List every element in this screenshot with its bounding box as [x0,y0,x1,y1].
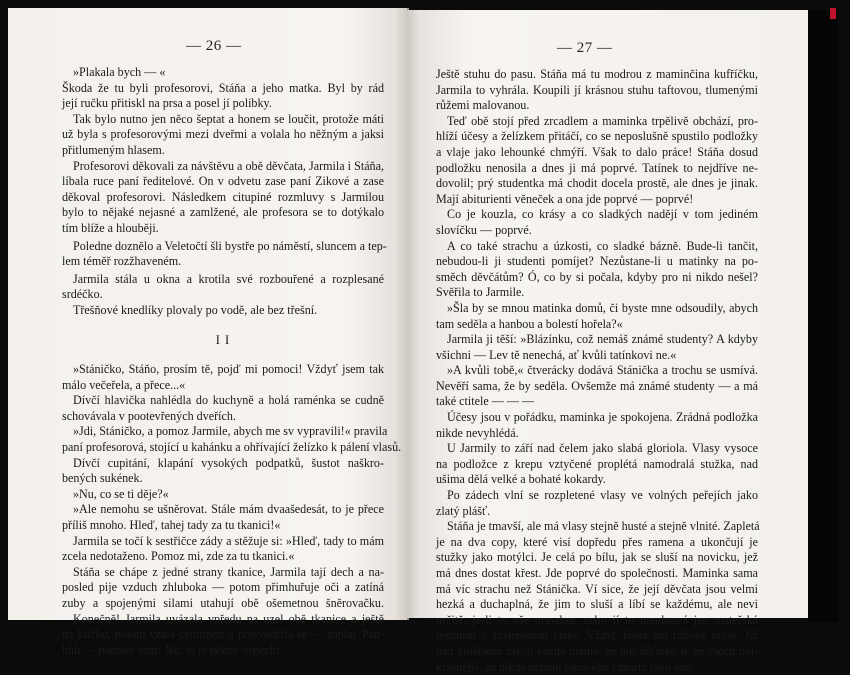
text-line: tím blíže a hlouběji. [62,220,159,235]
text-line: bených sukének. [62,471,143,486]
text-line: má víc strachu než Stánička. Ví sice, že její děvčata jsou velmi [436,581,758,596]
text-line: a vlaje jako lehounké chmýří. Však to dalo práce! Stáňa dosud [436,144,758,159]
text-line: bylo to nějaké nejasné a zamlžené, ale profesora se to dotýkalo [62,205,384,220]
text-line: příliš mnoho. Hleď, tahej tady za tu tkanici!« [62,518,281,533]
text-line: nebudou-li ji studenti pomíjet? Nezůstane-li u matinky na po- [436,254,758,269]
text-line: Účesy jsou v pořádku, maminka je spokojena. Zrádná podložka [447,410,758,425]
text-line: »Nu, co se ti děje?« [73,486,169,501]
text-line: nad kolébkou myslí každá máma, že její děťátko je ze všech nej- [436,643,758,658]
bookmark-ribbon [830,8,836,19]
text-line: dovolil; prý studentka má chodit docela prostě, ale dnes je jinak. [436,176,758,191]
page-text [436,67,758,675]
text-line: má dnes dostat křest. Jde poprvé do společnosti. Maminka sama [436,566,758,580]
page-text [62,65,402,658]
text-line: Dívčí cupitání, klapání vysokých podpatků, šustot naškro- [73,455,384,470]
text-line: Jarmila se točí k sestřičce zády a stěžuje si: »Hleď, tady to mám [73,533,384,548]
text-line: U Jarmily to září nad čelem jako slabá gloriola. Vlasy vysoce [447,441,758,456]
text-line: na podložce z krepu vztyčené proplétá namodralá stužka, nad [436,456,758,471]
text-line: A co také strachu a úzkosti, co sladké bázně. Bude-li tančit, [447,238,758,253]
text-line: nikde nevyhlédá. [436,425,519,440]
text-block [62,65,387,319]
text-line: Stáňa je tmavší, ale má vlasy stejně husté a stejně vlnité. Zapletá [447,519,760,534]
right-page [407,10,808,674]
text-line: Svěřila to Jarmile. [436,285,525,300]
text-line: Škoda že tu byli profesorovi, Stáňa a jeho matka. Byl by rád [62,80,384,95]
text-line: zcela nedotaženo. Pomoz mi, zde za tu tkanici.« [62,549,295,564]
text-line: zlatý plášť. [436,503,491,518]
text-line: stužky jako motýlci. Je celá po bílu, jak se sluší na novicku, jež [436,550,758,565]
text-line: Ještě stuhu do pasu. Stáňa má tu modrou z maminčina kufříčku, [436,67,758,81]
text-line: lem téměř rozžhaveném. [62,254,182,269]
text-line: všichni — Lev tě nenechá, ať kvůli tatínkovi ne.« [436,347,677,362]
text-line: »Stáničko, Stáňo, prosím tě, pojď mi pomoci! Vždyť jsem tak [73,362,384,377]
text-line: Jarmila stála u okna a krotila své rozbouřené a rozplesané [73,271,384,286]
text-line: Co je kouzla, co krásy a co sladkých nadějí v tom jediném [447,207,758,222]
text-line: posled pije vzduch zhluboka — potom přimhuřuje oči a zatíná [62,580,384,595]
text-line: ješitnost a zaslepenost lásky. Vždyť láska má růžové brýle. Již [436,628,758,643]
text-line: směch děvčátům? Ó, co by si počala, kdyby pro ni nikdo nešel? [436,269,758,284]
text-line: Jarmila ji těší: »Blázínku, což nemáš známé studenty? A kdyby [447,332,758,347]
text-line: schovávala v pootevřených dveřích. [62,408,236,423]
text-line: srdéčko. [62,287,103,302]
text-line: na kličku, potom vzala centimetr a přesvědčila se — zaplať Pán- [62,627,384,642]
text-line: tam seděla a hanbou a bolestí hořela?« [436,316,623,331]
text-line: bůh — padesát osm! Nu, to je pěkný úspěch! [62,642,280,657]
text-line: Nevěří sama, že by seděla. Ovšemže má známé studenty — a má [436,378,758,393]
text-line: ušima dělá velké a bohaté kokardy. [436,472,606,487]
text-line: hezká a duchaplná, že jim to sluší a líbí se každému, ale nevi [436,597,758,612]
text-line: paní profesorová, stojící u kahánku a ohřívající želízko k pálení vlasů. [62,440,402,455]
text-line: hlíží účesy a želízkem přitáčí, co se neposlušně spustilo podložky [436,129,758,144]
text-line: Mají abiturienti věneček a ona jde poprvé — poprvé! [436,191,694,206]
text-line: Teď obě stojí před zrcadlem a maminka trpělivě obchází, pro- [447,113,758,128]
text-line: už byla s profesorovými mezi dveřmi a volala ho něžným a jaksi [62,127,384,142]
text-line: »Šla by se mnou matinka domů, či byste mne odsoudily, abych [447,300,758,315]
page-number: — 27 — [557,40,613,56]
text-line: líbala ruce paní ředitelové. On v odvetu zase paní Zikové a zase [62,174,384,189]
text-line: Po zádech vlní se rozpletené vlasy ve volných peřejích jako [447,488,758,503]
text-line: Stáňa se chápe z jedné strany tkanice, Jarmila tají dech a na- [73,564,384,579]
text-line: podložku nenosila a dnes ji má poprvé. Tatínek to nejdříve ne- [436,160,758,175]
text-line: krásnější, že nikde nemají takového caparta jako ona. [436,659,695,674]
section-heading: I I [215,332,231,347]
text-line: slovíčku — poprvé. [436,222,532,237]
text-line: Konečně! Jarmila uvázala vpředu na uzel obě tkanice a ještě [73,611,384,626]
text-line: Poledne doznělo a Veletočtí šli bystře po náměstí, sluncem a tep- [73,238,387,253]
text-line: »Jdi, Stáničko, a pomoz Jarmile, abych me sv vypravili!« pravila [73,424,388,439]
text-line: Jarmila to vyhrála. Koupili jí krásnou stuhu taftovou, tlumenými [436,82,758,97]
text-line: »A kvůli tobě,« čtverácky dodává Stánička a trochu se usmívá. [447,363,758,378]
text-line: její ručku přitiskl na prsa a posel jí polibky. [62,96,272,111]
text-line: růžemi malovanou. [436,98,530,113]
text-line: děkoval profesorovi. Následkem citupiné rozmluvy s Jarmilou [62,189,384,204]
text-line: Tak bylo nutno jen něco šeptat a honem se loučit, protože máti [73,111,384,126]
text-line: Profesorovi děkovali za návštěvu a obě děvčata, Jarmila i Stáňa, [73,158,384,173]
text-line: Dívčí hlavička nahlédla do kuchyně a holá raménka se cudně [73,393,384,408]
text-line: »Plakala bych — « [73,65,166,79]
text-line: Třešňové knedlíky plovaly po vodě, ale bez třešní. [73,302,318,317]
left-page [8,8,407,657]
text-line: přitlumeným hlasem. [62,142,165,157]
text-line: je na dva copy, které visí dopředu přes ramena a ukončují je [436,534,758,549]
text-block [436,67,758,675]
page-number: — 26 — [186,38,242,54]
text-line: určitě, je-li to vše pravdou, nebo jí to namlouvá jen mateřská [436,612,758,627]
text-block [62,362,402,658]
scan-border [808,10,838,622]
text-line: málo večeřela, a přece...« [62,377,186,392]
text-line: také ctitele — — — [436,394,535,409]
text-line: zuby a spojenými silami utahují obě ošemetnou šněrovačku. [62,596,384,610]
text-line: »Ale nemohu se ušněrovat. Stále mám dvaašedesát, to je přece [73,502,384,517]
